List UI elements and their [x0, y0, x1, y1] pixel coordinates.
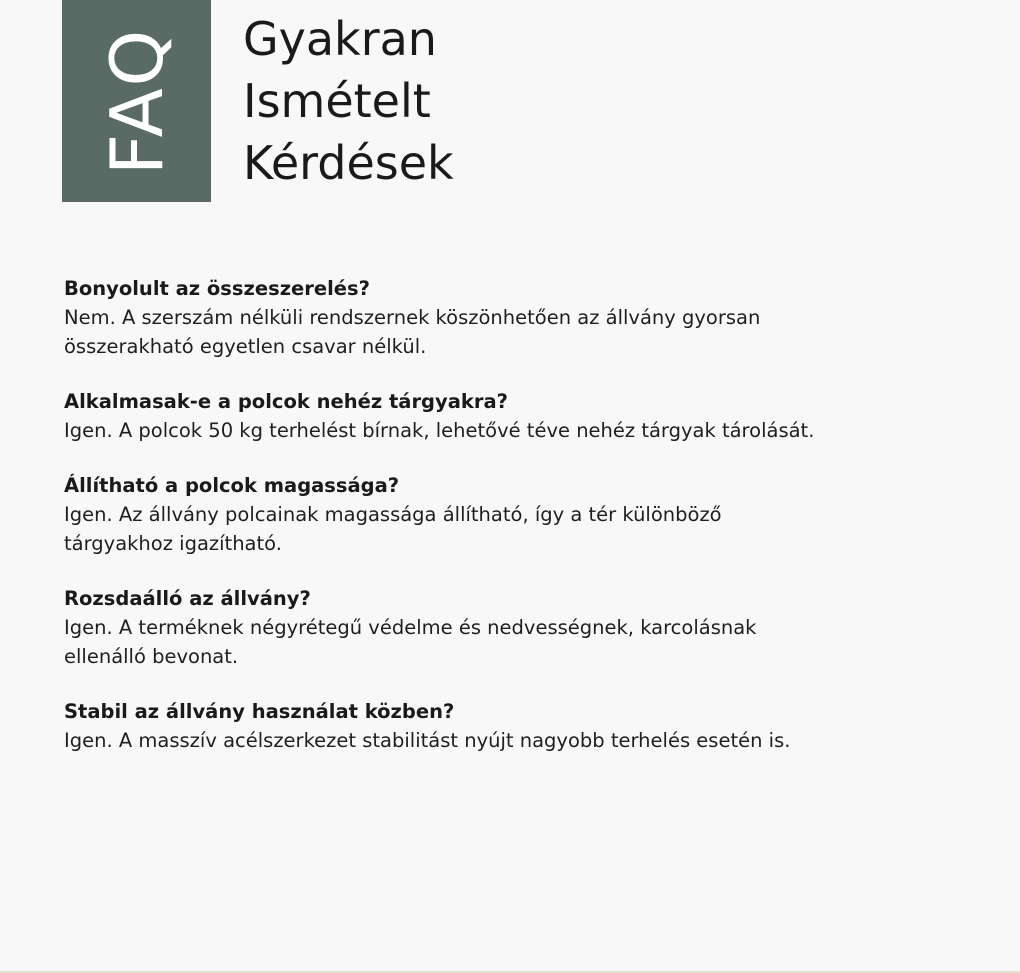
faq-item — [64, 697, 964, 755]
faq-answer-line: tárgyakhoz igazítható. — [64, 532, 282, 555]
faq-answer — [64, 500, 964, 558]
faq-answer-line: Nem. A szerszám nélküli rendszernek köszönhetően az állvány gyorsan — [64, 306, 761, 329]
faq-answer — [64, 303, 964, 361]
faq-answer-line: Igen. A polcok 50 kg terhelést bírnak, lehetővé téve nehéz tárgyak tárolását. — [64, 419, 815, 442]
faq-answer-line: összerakható egyetlen csavar nélkül. — [64, 335, 427, 358]
faq-question: Rozsdaálló az állvány? — [64, 587, 311, 610]
faq-item — [64, 584, 964, 671]
page-title — [243, 8, 454, 194]
faq-answer-line: Igen. A terméknek négyrétegű védelme és nedvességnek, karcolásnak — [64, 616, 757, 639]
faq-answer — [64, 726, 964, 755]
faq-item — [64, 387, 964, 445]
faq-question: Stabil az állvány használat közben? — [64, 700, 455, 723]
faq-badge — [62, 0, 211, 202]
page-title-line: Ismételt — [243, 74, 431, 128]
faq-item — [64, 471, 964, 558]
faq-answer — [64, 613, 964, 671]
page-title-line: Gyakran — [243, 12, 437, 66]
faq-answer-line: ellenálló bevonat. — [64, 645, 239, 668]
faq-answer — [64, 416, 964, 445]
faq-item — [64, 274, 964, 361]
faq-answer-line: Igen. A masszív acélszerkezet stabilitást nyújt nagyobb terhelés esetén is. — [64, 729, 791, 752]
faq-question: Alkalmasak-e a polcok nehéz tárgyakra? — [64, 390, 508, 413]
faq-question: Bonyolult az összeszerelés? — [64, 277, 370, 300]
faq-question: Állítható a polcok magassága? — [64, 474, 400, 497]
faq-list — [64, 274, 964, 781]
faq-answer-line: Igen. Az állvány polcainak magassága állítható, így a tér különböző — [64, 503, 722, 526]
page-title-line: Kérdések — [243, 136, 454, 190]
faq-badge-label: FAQ — [94, 26, 179, 176]
